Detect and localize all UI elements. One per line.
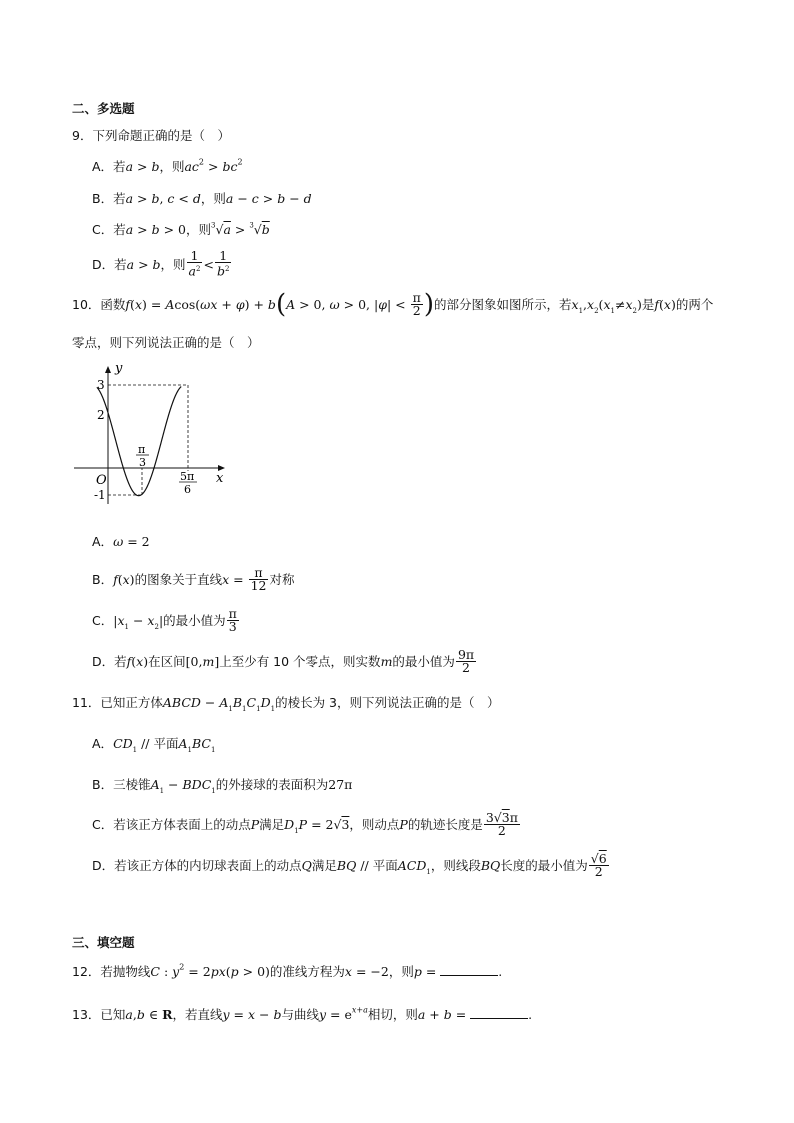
question-10-stem: 10．函数f(x) = Acos(ωx + φ) + b(A > 0, ω > 0, |φ| < $\frac{\pi}{2}$ )的部分图象如图所示，若$x_1,x_2(x_1\ne x_2)$是f(x)的两个: [72, 289, 714, 320]
section-title-multiple-choice: 二、多选题: [72, 101, 135, 116]
q10-option-b[interactable]: B．f(x)的图象关于直线x = $\frac{\pi}{12}$ 对称: [92, 565, 295, 593]
q9-option-c[interactable]: C．若a > b > 0，则$^3$√a > $^3$√b: [92, 221, 270, 237]
q10-option-c[interactable]: C．$|x_1 - x_2|$的最小值为 $\frac{\pi}{3}$: [92, 606, 237, 634]
q11-option-d[interactable]: D．若该正方体的内切球表面上的动点Q满足BQ // 平面$ACD_1$，则线段BQ长度的最小值为 $\frac{√6}{2}$: [92, 851, 607, 879]
y-axis-arrow: [105, 366, 111, 373]
q9-option-b[interactable]: B．若a > b, c < d，则a − c > b − d: [92, 191, 312, 206]
tick-pi-denominator: 3: [139, 456, 146, 469]
question-12: 12．若抛物线C : $y^2 = 2px(p > 0)$的准线方程为x = −2，则p = .: [72, 962, 503, 979]
tick-5pi-denominator: 6: [184, 483, 191, 496]
question-11-stem: 11．已知正方体ABCD − $A_1B_1C_1D_1$的棱长为 3，则下列说法正确的是（ ）: [72, 695, 500, 714]
tick-5pi-numerator: 5π: [180, 470, 195, 483]
question-13: 13．已知a,b ∈ R，若直线y = x − b与曲线$y = e^{x+a}$相切，则a + b = .: [72, 1005, 533, 1022]
question-9-stem: 9．下列命题正确的是（ ）: [72, 128, 230, 143]
q10-option-a[interactable]: A．ω = 2: [92, 534, 150, 549]
q9-a-label: A．若: [92, 159, 126, 174]
tick-2: 2: [97, 408, 105, 422]
q11-option-c[interactable]: C．若该正方体表面上的动点P满足$D_1P = 2√3$，则动点P的轨迹长度是 $\frac{3√3\pi}{2}$: [92, 810, 518, 838]
tick-pi-numerator: π: [138, 443, 146, 456]
q11-option-b[interactable]: B．三棱锥$A_1 - BDC_1$的外接球的表面积为27π: [92, 777, 353, 796]
cosine-curve: [97, 387, 181, 496]
q13-answer-blank[interactable]: [470, 1007, 528, 1019]
origin-label: O: [96, 473, 107, 488]
q9-option-d[interactable]: D．若a > b，则 $\frac{1}{a^2}$ < $\frac{1}{b^2}$: [92, 248, 230, 279]
q9-option-a[interactable]: A．若a > b，则$ac^2 > bc^2$: [92, 157, 243, 174]
y-axis-label: y: [115, 361, 123, 376]
q12-answer-blank[interactable]: [440, 964, 498, 976]
section-title-fill-in: 三、填空题: [72, 935, 135, 950]
q10-function-graph: [70, 358, 232, 506]
x-axis-label: x: [216, 471, 224, 486]
tick-3: 3: [97, 378, 105, 392]
q11-option-a[interactable]: A．$CD_1$ // 平面$A_1BC_1$: [92, 736, 216, 755]
tick-minus-1: -1: [94, 488, 106, 502]
q10-option-d[interactable]: D．若f(x)在区间[0,m]上至少有 10 个零点，则实数m的最小值为 $\frac{9\pi}{2}$: [92, 647, 475, 675]
question-10-stem-line2: 零点，则下列说法正确的是（ ）: [72, 335, 260, 350]
